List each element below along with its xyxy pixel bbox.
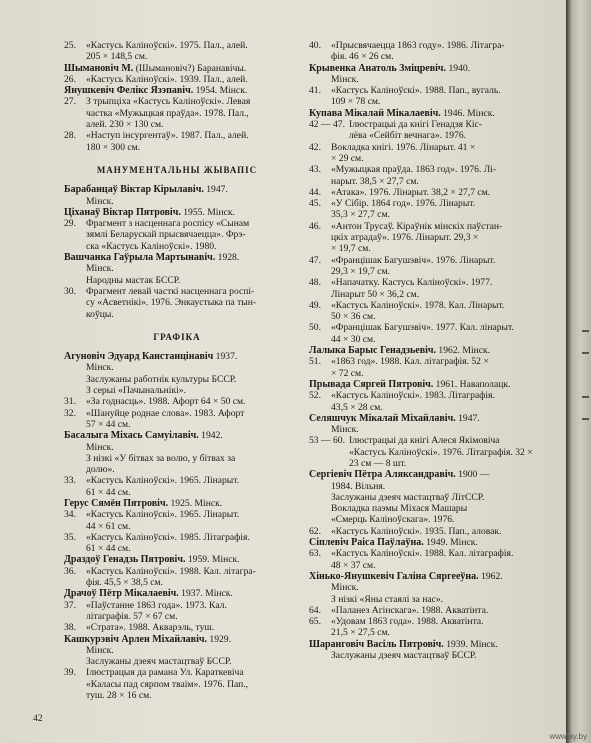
entry-line: «Кастусь Каліноўскі». 1985. Літаграфія. (86, 531, 250, 543)
entry-line: × 29 см. (331, 152, 364, 164)
artist-note-line: Вокладка паэмы Міхася Машары (331, 503, 468, 515)
entry-number: 45. (309, 198, 321, 210)
entry-line: «Кастусь Каліноўскі». 1975. Пал., алей. (86, 40, 248, 51)
artist-name: Герус Сямён Пятровіч. (64, 497, 169, 509)
catalog-entry (64, 408, 290, 431)
catalog-entry (309, 85, 535, 108)
artist-entry (64, 207, 290, 218)
artist-details: 1959. Мінск. (185, 554, 240, 566)
entry-line: літаграфія. 57 × 67 см. (86, 610, 178, 622)
artist-details: 1962. (478, 570, 503, 582)
entry-line: «Кастусь Каліноўскі». 1965. Лінарыт. (86, 509, 240, 521)
catalog-entry (309, 40, 535, 63)
catalog-entry (309, 277, 535, 300)
entry-line: 35,3 × 27,7 см. (331, 209, 390, 221)
artist-name: Селяшчук Мікалай Міхайлавіч. (309, 412, 456, 424)
catalog-entry (309, 390, 535, 413)
artist-entry (309, 413, 535, 424)
entry-line: «Кастусь Каліноўскі». 1988. Пап., вугаль. (331, 85, 501, 97)
artist-note-line: З нізкі «У бітвах за волю, у бітвах за (86, 452, 236, 464)
artist-entry (309, 345, 535, 356)
artist-details: 1962. Мінск. (436, 345, 491, 357)
entry-line: «Кастусь Каліноўскі». 1935. Пап., аловак. (331, 525, 502, 537)
entry-line: нарыт. 38,5 × 27,7 см. (331, 175, 419, 187)
artist-note-line: Мінск. (331, 424, 359, 436)
catalog-entry (309, 221, 535, 255)
artist-details: 1929. (207, 633, 231, 645)
entry-line: Фрагмент з насценнага роспісу «Сынам (86, 218, 250, 230)
entry-number: 36. (64, 565, 76, 577)
catalog-entry (64, 622, 290, 633)
entry-number: 38. (64, 622, 76, 634)
artist-entry (309, 469, 535, 480)
catalog-entry (64, 509, 290, 532)
artist-note-line: Заслужаны дзеяч мастацтваў БССР. (331, 650, 477, 662)
entry-line: 57 × 44 см. (86, 418, 131, 430)
entry-line: Вокладка кнігі. 1976. Лінарыт. 41 × (331, 141, 476, 153)
artist-details: 1937. (213, 351, 238, 363)
catalog-entry (309, 119, 535, 142)
catalog-entry (64, 475, 290, 498)
entry-line: «Францішак Багушэвіч». 1976. Лінарыт. (331, 254, 496, 266)
artist-note-line: З нізкі «Яны стаялі за нас». (331, 593, 444, 605)
entry-number: 28. (64, 130, 76, 142)
entry-line: 50 × 36 см. (331, 311, 376, 323)
artist-entry (64, 351, 290, 362)
entry-line: цкіх атрадаў». 1976. Лінарыт. 29,3 × (331, 232, 479, 244)
artist-note-line: Мінск. (331, 73, 359, 85)
catalog-entry (309, 548, 535, 571)
entry-line: 21,5 × 27,5 см. (331, 627, 390, 639)
artist-details: 1947. (203, 184, 228, 196)
entry-line: 29,3 × 19,7 см. (331, 265, 390, 277)
entry-line: 180 × 300 см. (86, 141, 141, 153)
artist-entry (309, 571, 535, 582)
entry-line: «Францішак Багушэвіч». 1977. Кал. лінарыт. (331, 322, 514, 334)
catalog-entry (309, 164, 535, 187)
artist-name: Кашкурэвіч Арлен Міхайлавіч. (64, 633, 208, 645)
entry-number: 50. (309, 322, 321, 334)
catalog-entry (309, 605, 535, 616)
entry-number: 30. (64, 285, 76, 297)
entry-line: Ілюстрацыя да рамана Ул. Караткевіча (86, 667, 244, 679)
entry-number: 63. (309, 548, 321, 560)
entry-line: 205 × 148,5 см. (86, 51, 148, 63)
entry-line: «1863 год». 1988. Кал. літаграфія. 52 × (331, 356, 489, 368)
entry-number: 53 — 60. (309, 435, 345, 447)
entry-line: 43,5 × 28 см. (331, 401, 383, 413)
entry-line: Ілюстрацыі да кнігі Генадзя Кіс- (349, 119, 482, 131)
entry-line: «Кастусь Каліноўскі». 1978. Кал. Лінарыт. (331, 299, 505, 311)
artist-details: 1954. Мінск. (193, 85, 248, 97)
entry-number: 35. (64, 531, 76, 543)
catalog-entry (64, 667, 290, 701)
artist-details: 1942. (198, 430, 223, 442)
artist-details: 1928. (215, 252, 240, 264)
page-number: 42 (33, 713, 43, 724)
artist-name: Шаранговіч Васіль Пятровіч. (309, 638, 444, 650)
catalog-entry (64, 218, 290, 252)
artist-name: Драздоў Генадзь Пятровіч. (64, 554, 186, 566)
entry-number: 49. (309, 299, 321, 311)
artist-name: Сергіевіч Пётра Аляксандравіч. (309, 469, 456, 481)
entry-line: коўцы. (86, 308, 114, 320)
artist-details: 1900 — (455, 469, 490, 481)
entry-line: «Атака». 1976. Лінарыт. 38,2 × 27,7 см. (331, 186, 491, 198)
section-heading: ГРАФІКА (153, 331, 201, 342)
artist-name: Басалыга Міхась Самуілавіч. (64, 430, 199, 442)
entry-line: «Страта». 1988. Акварэль, туш. (86, 622, 215, 634)
artist-entry (309, 639, 535, 650)
artist-name: Купава Мікалай Мікалаевіч. (309, 107, 441, 119)
entry-line: частка «Мужыцкая праўда». 1978. Пал., (86, 107, 249, 119)
entry-number: 25. (64, 40, 76, 51)
artist-note-line: долю». (86, 464, 115, 476)
artist-note-line: Мінск. (86, 441, 114, 453)
catalog-entry (64, 600, 290, 623)
catalog-entry (309, 322, 535, 345)
entry-number: 40. (309, 40, 321, 51)
entry-line: «У Сібір. 1864 год». 1976. Лінарыт. (331, 198, 476, 210)
entry-line: × 19,7 см. (331, 243, 371, 255)
catalog-entry (64, 130, 290, 153)
catalog-entry (64, 40, 290, 63)
entry-line: «Наступ інсургентаў». 1987. Пал., алей. (86, 130, 249, 142)
entry-line: лёва «Сейбіт вечнага». 1976. (349, 130, 467, 142)
entry-number: 31. (64, 396, 76, 408)
catalog-entry (64, 96, 290, 130)
watermark: www.ay.by (549, 732, 587, 741)
entry-line: Фрагмент левай часткі насценнага роспі- (86, 285, 255, 297)
entry-number: 62. (309, 525, 321, 537)
artist-entry (64, 184, 290, 195)
entry-number: 26. (64, 73, 76, 85)
entry-line: «Мужыцкая праўда. 1863 год». 1976. Лі- (331, 164, 497, 176)
entry-line: З трыпціха «Кастусь Каліноўскі». Левая (86, 96, 251, 108)
entry-line: «Кастусь Каліноўскі». 1939. Пал., алей. (86, 73, 248, 85)
entry-number: 39. (64, 667, 76, 679)
entry-line: × 72 см. (331, 367, 364, 379)
entry-number: 64. (309, 604, 321, 616)
entry-number: 34. (64, 509, 76, 521)
entry-number: 47. (309, 254, 321, 266)
catalog-entry (309, 616, 535, 639)
entry-line: «Антон Трусаў. Кіраўнік мінскіх паўстан- (331, 220, 503, 232)
artist-name: Шымановіч М. (64, 62, 134, 74)
entry-line: алей. 230 × 130 см. (86, 119, 164, 131)
artist-name: Крывенка Анатоль Зміцревіч. (309, 62, 447, 74)
artist-entry (64, 63, 290, 74)
entry-number: 41. (309, 85, 321, 97)
entry-line: «Каласы пад сярпом тваім». 1976. Пап., (86, 678, 249, 690)
artist-entry (64, 554, 290, 565)
artist-details: 1955. Мінск. (180, 206, 235, 218)
entry-line: «Кастусь Каліноўскі». 1988. Кал. літагра- (86, 565, 256, 577)
entry-number: 32. (64, 407, 76, 419)
artist-note-line: «Смерць Каліноўскага». 1976. (331, 514, 455, 526)
next-page-edge (566, 0, 591, 743)
entry-line: 48 × 37 см. (331, 559, 376, 571)
artist-entry (309, 108, 535, 119)
entry-line: фія. 45,5 × 38,5 см. (86, 577, 164, 589)
catalog-entry (309, 435, 535, 469)
entry-number: 42 — 47. (309, 119, 345, 131)
entry-line: «Паўстанне 1863 года». 1973. Кал. (86, 599, 227, 611)
artist-details: (Шымановіч?) Баранавічы. (133, 62, 247, 74)
artist-details: 1939. Мінск. (443, 638, 498, 650)
entry-number: 51. (309, 356, 321, 368)
artist-note-line: Народны мастак БССР. (86, 274, 181, 286)
entry-number: 52. (309, 390, 321, 402)
catalog-entry (309, 356, 535, 379)
catalog-entry (309, 526, 535, 537)
artist-details: 1937. Мінск. (178, 588, 233, 600)
artist-entry (64, 498, 290, 509)
entry-line: Ілюстрацыі да кнігі Алеся Якімовіча «Кастусь Каліноўскі». 1976. Літаграфія. 32 × 23 см — 8 шт. (349, 435, 533, 469)
artist-entry (309, 379, 535, 390)
entry-line: ска «Кастусь Каліноўскі». 1980. (86, 240, 217, 252)
left-column (64, 40, 290, 701)
catalog-entry (64, 396, 290, 407)
artist-note-line: З серыі «Пачынальнікі». (86, 385, 186, 397)
artist-name: Хінько-Янушкевіч Галіна Сяргееўна. (309, 570, 479, 582)
artist-note-line: 1984. Вільня. (331, 480, 386, 492)
artist-name: Агуновіч Эдуард Канстанцінавіч (64, 351, 214, 363)
catalog-entry (309, 300, 535, 323)
catalog-entry (309, 198, 535, 221)
right-column (309, 40, 535, 661)
entry-number: 27. (64, 96, 76, 108)
artist-note-line: Заслужаны работнік культуры БССР. (86, 373, 237, 385)
artist-entry (309, 537, 535, 548)
entry-line: «Кастусь Каліноўскі». 1983. Літаграфія. (331, 390, 495, 402)
entry-number: 42. (309, 141, 321, 153)
entry-number: 37. (64, 599, 76, 611)
entry-line: «Шануйце роднае слова». 1983. Афорт (86, 407, 245, 419)
entry-line: «Кастусь Каліноўскі». 1988. Кал. літаграфія. (331, 548, 514, 560)
entry-line: «Прысвячаецца 1863 году». 1986. Літагра- (331, 40, 505, 51)
artist-entry (64, 85, 290, 96)
artist-entry (64, 588, 290, 599)
artist-note-line: Заслужаны дзеяч мастацтваў БССР. (86, 656, 232, 668)
artist-note-line: Мінск. (86, 644, 114, 656)
entry-line: фія. 46 × 26 см. (331, 51, 394, 63)
artist-note-line: Мінск. (86, 362, 114, 374)
entry-number: 48. (309, 277, 321, 289)
entry-number: 65. (309, 616, 321, 628)
entry-line: «Кастусь Каліноўскі». 1965. Лінарыт. (86, 475, 240, 487)
artist-details: 1949. Мінск. (423, 537, 478, 549)
entry-number: 44. (309, 186, 321, 198)
entry-line: 61 × 44 см. (86, 486, 131, 498)
artist-note-line: Заслужаны дзеяч мастацтваў ЛітССР. (331, 491, 485, 503)
entry-line: су «Асветнікі». 1976. Энкаустыка па тын- (86, 297, 257, 309)
entry-number: 33. (64, 475, 76, 487)
artist-entry (64, 430, 290, 441)
artist-name: Сіплевіч Раіса Паўлаўна. (309, 537, 424, 549)
catalog-entry (64, 286, 290, 320)
entry-line: 44 × 61 см. (86, 520, 131, 532)
entry-line: 61 × 44 см. (86, 543, 131, 555)
artist-note-line: Мінск. (86, 263, 114, 275)
artist-details: 1946. Мінск. (440, 107, 495, 119)
artist-name: Барабанцаў Віктар Кірылавіч. (64, 184, 204, 196)
artist-name: Драчоў Пётр Мікалаевіч. (64, 588, 179, 600)
artist-entry (64, 252, 290, 263)
catalog-entry (64, 566, 290, 589)
entry-line: 44 × 30 см. (331, 333, 376, 345)
artist-name: Ціханаў Віктар Пятровіч. (64, 206, 181, 218)
entry-number: 46. (309, 220, 321, 232)
catalog-entry (309, 142, 535, 165)
catalog-entry (64, 532, 290, 555)
artist-details: 1940. (446, 62, 471, 74)
entry-line: 109 × 78 см. (331, 96, 381, 108)
entry-line: Лінарыт 50 × 36,2 см. (331, 288, 420, 300)
entry-number: 29. (64, 218, 76, 230)
artist-name: Янушкевіч Фелікс Язэпавіч. (64, 85, 194, 97)
entry-line: «Напачатку. Кастусь Каліноўскі». 1977. (331, 277, 493, 289)
entry-line: «За годнасць». 1988. Афорт 64 × 50 см. (86, 396, 246, 408)
artist-name: Прывада Сяргей Пятровіч. (309, 378, 434, 390)
artist-details: 1925. Мінск. (168, 497, 223, 509)
artist-name: Вашчанка Гаўрыла Мартынавіч. (64, 252, 216, 264)
artist-name: Лалыка Барыс Генадзьевіч. (309, 345, 437, 357)
artist-note-line: Мінск. (86, 195, 114, 207)
entry-line: зямлі Беларускай прысвячаецца». Фрэ- (86, 229, 246, 241)
artist-entry (309, 63, 535, 74)
catalog-entry (64, 74, 290, 85)
entry-line: «Удовам 1863 года». 1988. Акватінта. (331, 616, 484, 628)
catalog-entry (309, 187, 535, 198)
section-heading: МАНУМЕНТАЛЬНЫ ЖЫВАПІС (96, 164, 258, 175)
artist-entry (64, 634, 290, 645)
artist-details: 1947. (455, 412, 480, 424)
entry-number: 43. (309, 164, 321, 176)
artist-details: 1961. Наваполацк. (433, 378, 511, 390)
entry-line: «Паланез Агінскага». 1988. Акватінта. (331, 604, 489, 616)
entry-line: туш. 28 × 16 см. (86, 690, 152, 702)
artist-note-line: Мінск. (331, 582, 359, 594)
catalog-entry (309, 255, 535, 278)
